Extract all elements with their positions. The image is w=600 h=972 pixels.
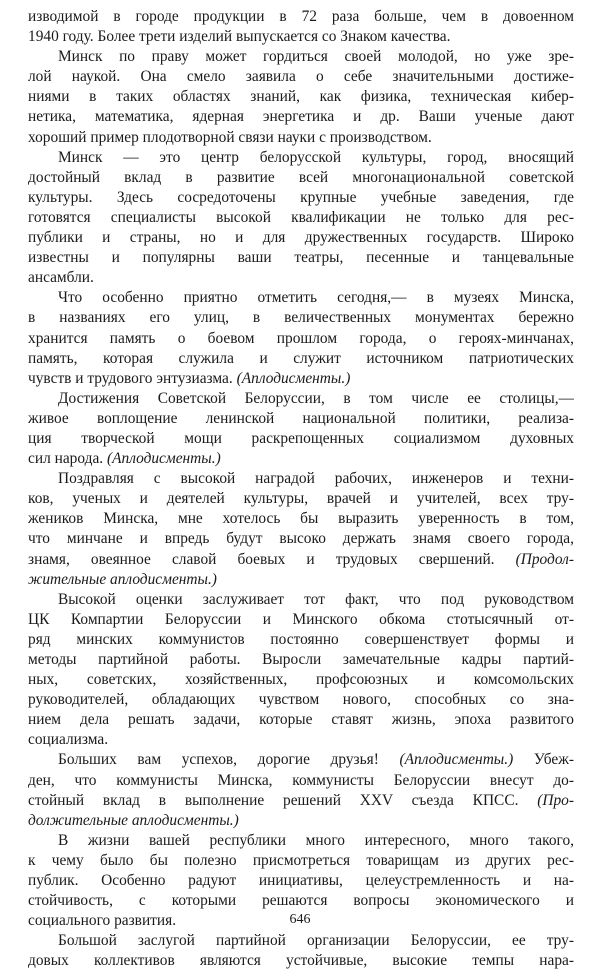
text-line: Что особенно приятно отметить сегодня,— в музеях Минска, bbox=[58, 289, 574, 307]
paragraph bbox=[28, 288, 574, 388]
text-line: нием дела решать задачи, которые ставят жизнь, эпоха развитого bbox=[28, 711, 574, 729]
stage-direction: (Аплодисменты.) bbox=[399, 751, 514, 769]
text-line: ция творческой мощи раскрепощенных социализмом духовных bbox=[28, 429, 574, 447]
text-line: Минск по праву может гордиться своей молодой, но уже зре- bbox=[58, 48, 574, 66]
text-line: стойный вклад в выполнение решений XXV съезда КПСС. (Про- bbox=[28, 791, 574, 809]
body-text bbox=[28, 7, 574, 972]
text-line: стойчивость, с которыми решаются вопросы экономического и bbox=[28, 892, 574, 910]
stage-direction: (Продол- bbox=[515, 550, 574, 568]
text-line: в названиях его улиц, в величественных монументах бережно bbox=[28, 309, 574, 327]
text-line: готовятся специалисты высокой квалификации не только для рес- bbox=[28, 208, 574, 226]
text-line: довых коллективов являются устойчивые, высокие темпы нара- bbox=[28, 952, 574, 970]
page-number: 646 bbox=[289, 912, 311, 927]
text-line: ден, что коммунисты Минска, коммунисты Белоруссии внесут до- bbox=[28, 771, 574, 789]
text-line: Поздравляя с высокой наградой рабочих, инженеров и техни- bbox=[58, 470, 574, 488]
text-line: социального развития. bbox=[28, 912, 177, 930]
text-line: публики и страны, но и для дружественных государств. Широко bbox=[28, 229, 574, 247]
paragraph bbox=[28, 389, 574, 469]
text-line: ков, ученых и деятелей культуры, врачей и учителей, всех тру- bbox=[28, 490, 574, 508]
text-line: Достижения Советской Белоруссии, в том числе ее столицы,— bbox=[58, 389, 574, 407]
paragraph bbox=[28, 47, 574, 147]
paragraph bbox=[28, 590, 574, 751]
text-line: известны и популярны ваши театры, песенные и танцевальные bbox=[28, 249, 574, 267]
text-line: методы партийной работы. Выросли замечательные кадры партий- bbox=[28, 651, 574, 668]
text-line: публик. Особенно радуют инициативы, целеустремленность и на- bbox=[28, 872, 574, 890]
text-line: лой наукой. Она смело заявила о себе значительными достиже- bbox=[28, 68, 574, 86]
text-line: Больших вам успехов, дорогие друзья! (Аплодисменты.) Убеж- bbox=[58, 751, 574, 769]
paragraph bbox=[28, 931, 574, 971]
paragraph bbox=[28, 7, 574, 47]
text-line: изводимой в городе продукции в 72 раза больше, чем в довоенном bbox=[28, 8, 574, 25]
text-line: ных, советских, хозяйственных, профсоюзных и комсомольских bbox=[28, 671, 574, 689]
text-line: культуры. Здесь сосредоточены крупные учебные заведения, где bbox=[28, 188, 574, 206]
text-line: ЦК Компартии Белоруссии и Минского обкома стотысячный от- bbox=[28, 610, 574, 628]
stage-direction: должительные аплодисменты.) bbox=[28, 811, 239, 829]
text-line: Высокой оценки заслуживает тот факт, что под руководством bbox=[58, 590, 574, 608]
text-line: достойный вклад в развитие всей многонациональной советской bbox=[28, 168, 574, 186]
text-line: 1940 году. Более трети изделий выпускается со Знаком качества. bbox=[28, 28, 451, 46]
text-line: чувств и трудового энтузиазма. (Аплодисменты.) bbox=[28, 369, 351, 387]
text-line: руководителей, обладающих чувством нового, способных со зна- bbox=[28, 691, 574, 709]
text-line: В жизни вашей республики много интересного, много такого, bbox=[58, 831, 574, 849]
text-line: нетика, математика, ядерная энергетика и др. Ваши ученые дают bbox=[28, 108, 574, 126]
text-line: ансамбли. bbox=[28, 269, 94, 287]
text-line: хороший пример плодотворной связи науки с производством. bbox=[28, 128, 432, 146]
text-line: Большой заслугой партийной организации Белоруссии, ее тру- bbox=[58, 932, 574, 950]
text-line: ряд минских коммунистов постоянно совершенствует формы и bbox=[28, 630, 574, 648]
text-line: к чему было бы полезно присмотреться товарищам из других рес- bbox=[28, 851, 574, 869]
text-line: живое воплощение ленинской национальной политики, реализа- bbox=[28, 409, 574, 427]
stage-direction: (Про- bbox=[537, 791, 574, 809]
text-line: ниями в таких областях знаний, как физика, техническая кибер- bbox=[28, 88, 574, 106]
paragraph bbox=[28, 750, 574, 830]
text-line: жеников Минска, мне хотелось бы выразить уверенность в том, bbox=[28, 510, 574, 528]
text-line: социализма. bbox=[28, 731, 109, 749]
text-line: что минчане и впредь будут высоко держать знамя своего города, bbox=[28, 530, 574, 548]
text-line bbox=[28, 570, 574, 590]
stage-direction: (Аплодисменты.) bbox=[236, 369, 351, 387]
text-line: знамя, овеянное славой боевых и трудовых свершений. (Продол- bbox=[28, 550, 574, 568]
text-line: память, которая служила и служит источником патриотических bbox=[28, 349, 574, 367]
text-line: хранится память о боевом прошлом города, о героях-минчанах, bbox=[28, 329, 574, 347]
stage-direction: (Аплодисменты.) bbox=[106, 450, 221, 468]
paragraph bbox=[28, 148, 574, 289]
paragraph bbox=[28, 469, 574, 590]
stage-direction: жительные аплодисменты.) bbox=[28, 570, 217, 588]
text-line bbox=[28, 811, 574, 831]
text-line: сил народа. (Аплодисменты.) bbox=[28, 450, 221, 468]
text-line: Минск — это центр белорусской культуры, город, вносящий bbox=[58, 148, 574, 166]
